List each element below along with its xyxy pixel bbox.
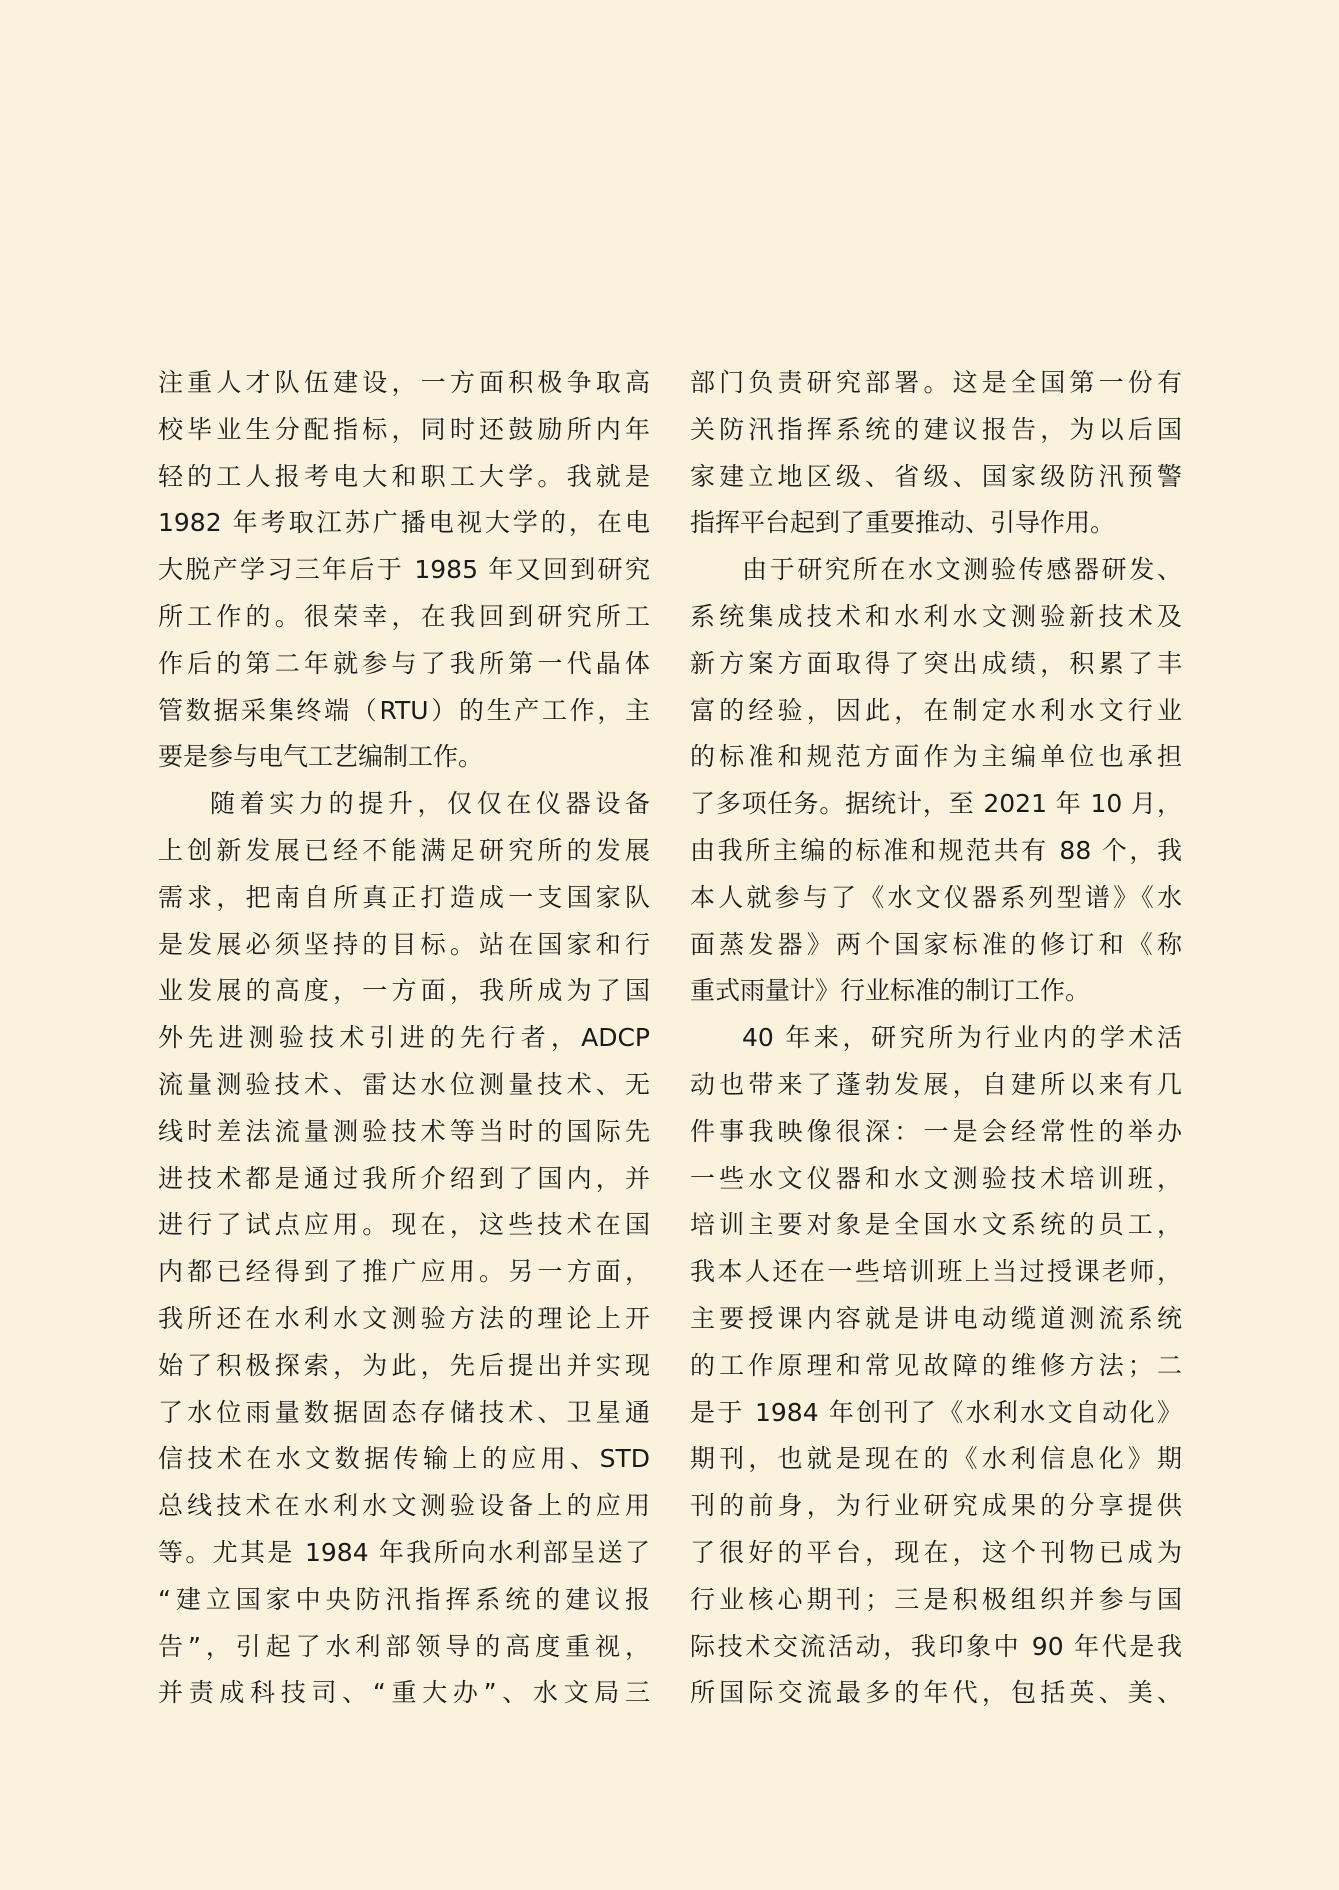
text-line: 指挥平台起到了重要推动、引导作用。 [690,508,1116,538]
text-line: 随着实力的提升，仅仅在仪器设备 [210,789,650,819]
text-line: 总线技术在水利水文测验设备上的应用 [158,1491,650,1521]
text-line: 我本人还在一些培训班上当过授课老师， [690,1257,1182,1287]
text-line: 关防汛指挥系统的建议报告，为以后国 [690,414,1182,444]
text-line: 上创新发展已经不能满足研究所的发展 [158,835,650,865]
text-line: “建立国家中央防汛指挥系统的建议报 [158,1584,650,1614]
text-line: 等。尤其是 1984 年我所向水利部呈送了 [158,1537,650,1567]
text-line: 信技术在水文数据传输上的应用、STD [158,1444,650,1474]
text-line: 所国际交流最多的年代，包括英、美、 [690,1678,1182,1708]
text-line: 内都已经得到了推广应用。另一方面， [158,1257,650,1287]
text-line: 校毕业生分配指标，同时还鼓励所内年 [158,414,650,444]
text-line: 系统集成技术和水利水文测验新技术及 [690,601,1182,631]
text-line: 件事我映像很深：一是会经常性的举办 [690,1116,1182,1146]
text-line: 的工作原理和常见故障的维修方法；二 [690,1350,1182,1380]
text-line: 要是参与电气工艺编制工作。 [158,742,484,772]
text-line: 是发展必须坚持的目标。站在国家和行 [158,929,650,959]
text-line: 面蒸发器》两个国家标准的修订和《称 [690,929,1182,959]
text-line: 动也带来了蓬勃发展，自建所以来有几 [690,1069,1182,1099]
text-line: 需求，把南自所真正打造成一支国家队 [158,882,650,912]
text-line: 部门负责研究部署。这是全国第一份有 [690,368,1182,397]
text-line: 业发展的高度，一方面，我所成为了国 [158,976,650,1006]
text-line: 作后的第二年就参与了我所第一代晶体 [158,648,650,678]
text-line: 了水位雨量数据固态存储技术、卫星通 [158,1397,650,1427]
text-line: 大脱产学习三年后于 1985 年又回到研究 [158,555,650,585]
text-line: 刊的前身，为行业研究成果的分享提供 [690,1491,1182,1521]
text-line: 本人就参与了《水文仪器系列型谱》《水 [690,882,1182,912]
text-line: 告”，引起了水利部领导的高度重视， [158,1631,650,1661]
text-line: 富的经验，因此，在制定水利水文行业 [690,695,1182,725]
text-line: 线时差法流量测验技术等当时的国际先 [158,1116,650,1146]
text-line: 我所还在水利水文测验方法的理论上开 [158,1303,650,1333]
text-line: 家建立地区级、省级、国家级防汛预警 [690,461,1182,491]
text-line: 外先进测验技术引进的先行者，ADCP [158,1023,650,1053]
text-line: 进行了试点应用。现在，这些技术在国 [158,1210,650,1240]
text-line: 轻的工人报考电大和职工大学。我就是 [158,461,650,491]
text-line: 培训主要对象是全国水文系统的员工， [690,1210,1182,1240]
text-column-right [690,360,1182,1717]
text-column-left [158,360,650,1717]
text-line: 由我所主编的标准和规范共有 88 个，我 [690,835,1182,865]
text-line: 进技术都是通过我所介绍到了国内，并 [158,1163,650,1193]
text-line: 际技术交流活动，我印象中 90 年代是我 [690,1631,1182,1661]
text-line: 了多项任务。据统计，至 2021 年 10 月， [690,789,1182,819]
text-line: 管数据采集终端（RTU）的生产工作，主 [158,695,650,725]
text-line: 的标准和规范方面作为主编单位也承担 [690,742,1182,772]
text-line: 主要授课内容就是讲电动缆道测流系统 [690,1303,1182,1333]
text-line: 是于 1984 年创刊了《水利水文自动化》 [690,1397,1182,1427]
text-line: 新方案方面取得了突出成绩，积累了丰 [690,648,1182,678]
text-line: 始了积极探索，为此，先后提出并实现 [158,1350,650,1380]
text-line: 1982 年考取江苏广播电视大学的，在电 [158,508,650,538]
text-line: 一些水文仪器和水文测验技术培训班， [690,1163,1182,1193]
text-line: 并责成科技司、“重大办”、水文局三 [158,1678,650,1708]
text-line: 流量测验技术、雷达水位测量技术、无 [158,1069,650,1099]
text-line: 期刊，也就是现在的《水利信息化》期 [690,1444,1182,1474]
text-line: 由于研究所在水文测验传感器研发、 [742,555,1182,585]
text-line: 所工作的。很荣幸，在我回到研究所工 [158,601,650,631]
text-line: 了很好的平台，现在，这个刊物已成为 [690,1537,1182,1567]
text-line: 行业核心期刊；三是积极组织并参与国 [690,1584,1182,1614]
text-line: 重式雨量计》行业标准的制订工作。 [690,976,1091,1006]
text-line: 40 年来，研究所为行业内的学术活 [742,1023,1182,1053]
text-line: 注重人才队伍建设，一方面积极争取高 [158,368,650,397]
